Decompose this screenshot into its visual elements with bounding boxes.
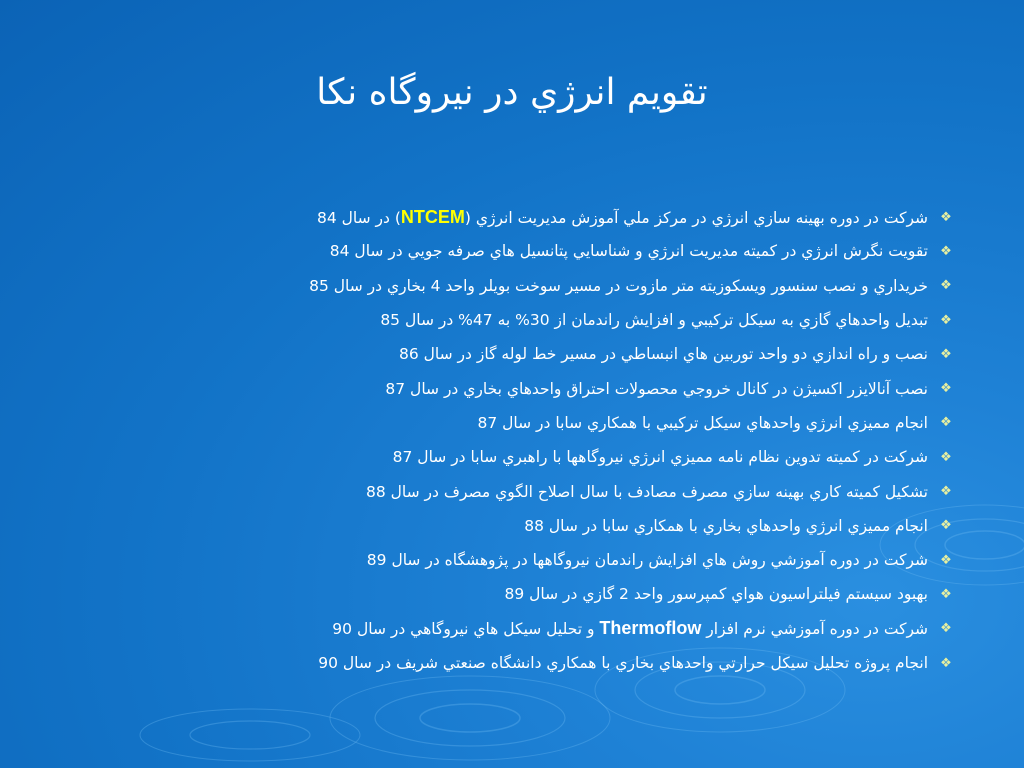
diamond-bullet-icon: ❖ (940, 346, 952, 362)
diamond-bullet-icon: ❖ (940, 449, 952, 465)
diamond-bullet-icon: ❖ (940, 209, 952, 225)
list-item (224, 543, 964, 577)
list-item-text: انجام مميزي انرژي واحدهاي بخاري با همكاري سابا در سال 88 (524, 516, 928, 535)
diamond-bullet-icon: ❖ (940, 586, 952, 602)
list-item (224, 269, 964, 303)
list-item-text: شركت در دوره آموزشي روش هاي افزايش راندمان نيروگاهها در پژوهشگاه در سال 89 (366, 551, 928, 570)
list-item (224, 577, 964, 611)
diamond-bullet-icon: ❖ (940, 312, 952, 328)
diamond-bullet-icon: ❖ (940, 381, 952, 397)
diamond-bullet-icon: ❖ (940, 655, 952, 671)
software-name: Thermoflow (599, 618, 702, 639)
list-item (224, 234, 964, 268)
slide-title: تقويم انرژي در نيروگاه نكا (316, 72, 708, 113)
diamond-bullet-icon: ❖ (940, 243, 952, 259)
list-item (224, 440, 964, 474)
list-item-text: بهبود سيستم فيلتراسيون هواي كمپرسور واحد 2 گازي در سال 89 (504, 585, 928, 604)
list-item-text: انجام پروژه تحليل سيكل حرارتي واحدهاي بخاري با همكاري دانشگاه صنعتي شريف در سال 90 (318, 654, 928, 672)
bullet-list (224, 200, 964, 680)
list-item-text (317, 207, 928, 228)
diamond-bullet-icon: ❖ (940, 518, 952, 534)
list-item-text-part: و تحليل سيكل هاي نيروگاهي در سال 90 (332, 620, 600, 639)
diamond-bullet-icon: ❖ (940, 278, 952, 294)
list-item (224, 474, 964, 508)
list-item (224, 612, 964, 646)
highlight-term: NTCEM (400, 206, 465, 227)
diamond-bullet-icon: ❖ (940, 621, 952, 637)
list-item-text: تبديل واحدهاي گازي به سيكل تركيبي و افزايش راندمان از 30% به 47% در سال 85 (380, 311, 928, 330)
list-item-text: شركت در كميته تدوين نظام نامه مميزي انرژي نيروگاهها با راهبري سابا در سال 87 (392, 448, 928, 467)
list-item (224, 646, 964, 680)
list-item (224, 406, 964, 440)
list-item-text: انجام مميزي انرژي واحدهاي سيكل تركيبي با همكاري سابا در سال 87 (477, 413, 928, 432)
list-item-text: تقويت نگرش انرژي در كميته مديريت انرژي و شناسايي پتانسيل هاي صرفه جويي در سال 84 (329, 242, 928, 261)
list-item (224, 303, 964, 337)
diamond-bullet-icon: ❖ (940, 415, 952, 431)
diamond-bullet-icon: ❖ (940, 552, 952, 568)
list-item-text-part: شركت در دوره بهينه سازي انرژي در مركز ملي آموزش مديريت انرژي ( (464, 208, 928, 227)
diamond-bullet-icon: ❖ (940, 484, 952, 500)
list-item (224, 371, 964, 405)
list-item-text-part: ) در سال 84 (316, 208, 401, 227)
list-item-text: خريداري و نصب سنسور ويسكوزيته متر مازوت در مسير سوخت بويلر واحد 4 بخاري در سال 85 (309, 276, 928, 295)
list-item-text: تشكيل كميته كاري بهينه سازي مصرف مصادف با سال اصلاح الگوي مصرف در سال 88 (366, 482, 928, 501)
list-item (224, 200, 964, 234)
list-item (224, 509, 964, 543)
list-item-text: نصب آنالايزر اكسيژن در كانال خروجي محصولات احتراق واحدهاي بخاري در سال 87 (385, 379, 928, 398)
list-item-text: نصب و راه اندازي دو واحد توربين هاي انبساطي در مسير خط لوله گاز در سال 86 (399, 345, 928, 364)
list-item (224, 337, 964, 371)
list-item-text-part: شركت در دوره آموزشي نرم افزار (701, 620, 928, 639)
list-item-text (332, 618, 928, 639)
